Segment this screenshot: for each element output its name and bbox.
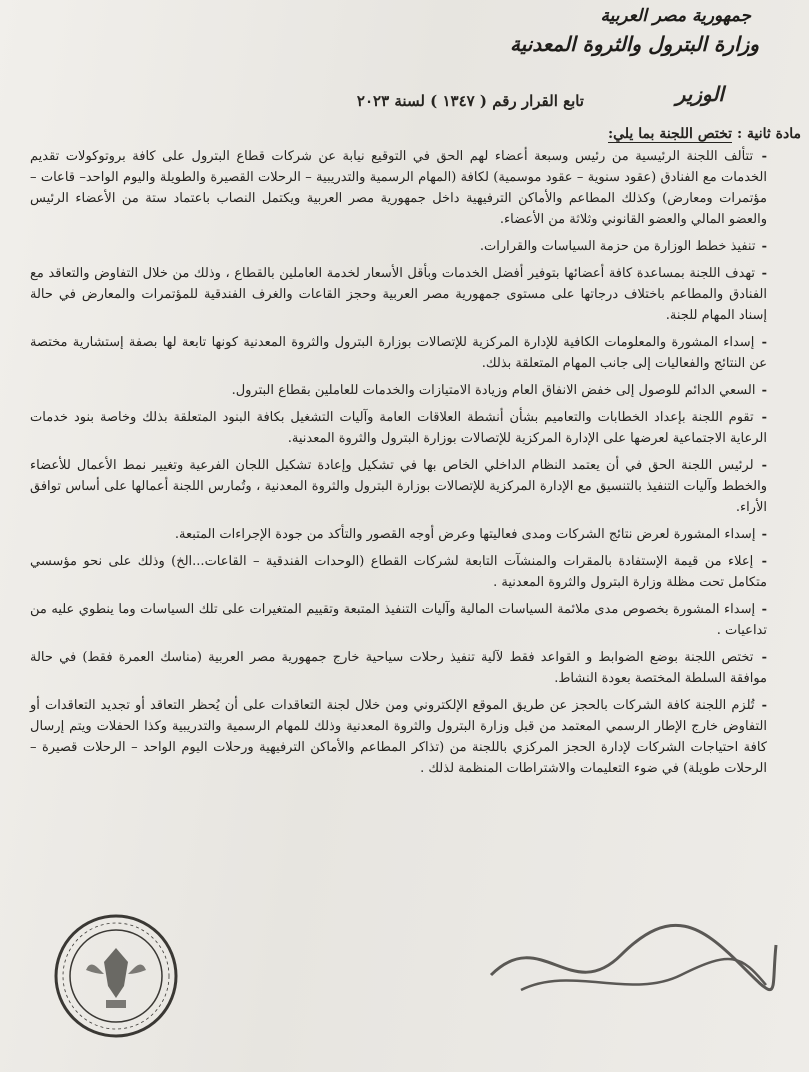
letterhead (510, 6, 759, 56)
signature-scribble (481, 905, 781, 1015)
official-seal-stamp (52, 912, 180, 1040)
item-text: تنفيذ خطط الوزارة من حزمة السياسات والقرارات. (479, 239, 756, 254)
item-text: إسداء المشورة والمعلومات الكافية للإدارة المركزية للإتصالات بوزارة البترول والثروة المعدنية كونها تابعة لها بصفة إستشارية مختصة عن النتائج والفعاليات إلى جانب المهام المتعلقة بذلك. (30, 335, 767, 371)
list-item: - لرئيس اللجنة الحق في أن يعتمد النظام الداخلي الخاص بها في تشكيل وإعادة تشكيل اللجان الفرعية وتغيير نمط الأعمال للأعضاء والخطط وآليات التنفيذ بالتنسيق مع الإدارة المركزية للإتصالات بوزارة البترول والثروة المعدنية ، وتُمارس اللجنة أعمالها على أساس توافق الأراء. (30, 458, 767, 515)
item-text: تهدف اللجنة بمساعدة كافة أعضائها بتوفير أفضل الخدمات وبأقل الأسعار لخدمة العاملين بالقطاع ، وذلك من خلال التفاوض والتعاقد مع الفنادق والمطاعم باختلاف درجاتها على مستوى جمهورية مصر العربية وحجز القاعات والغرف الفندقية للمؤتمرات والمعارض في حالة إسناد المهام للجنة. (30, 266, 767, 323)
item-text: تُلزم اللجنة كافة الشركات بالحجز عن طريق الموقع الإلكتروني ومن خلال لجنة التعاقدات على أن يُحظر التعاقد أو تجديد التعاقدات أو التفاوض خارج الإطار الرسمي المعتمد من قبل وزارة البترول والثروة المعدنية وذلك للمهام الرسمية والتدريبية وكذا الحفلات ويتم إرسال كافة احتياجات الشركات لإدارة الحجز المركزي باللجنة من (تذاكر المطاعم والأماكن الترفيهية ورحلات اليوم الواحد – الرحلات قصيرة – الرحلات طويلة) في ضوء التعليمات والاشتراطات المنظمة لذلك . (30, 698, 767, 776)
decree-line: تابع القرار رقم ( ١٣٤٧ ) لسنة ٢٠٢٣ (356, 92, 584, 110)
list-item: - السعي الدائم للوصول إلى خفض الانفاق العام وزيادة الامتيازات والخدمات للعاملين بقطاع البترول. (231, 383, 767, 398)
item-text: إسداء المشورة لعرض نتائج الشركات ومدى فعاليتها وعرض أوجه القصور والتأكد من جودة الإجراءات المتبعة. (174, 527, 756, 542)
list-item: - تنفيذ خطط الوزارة من حزمة السياسات والقرارات. (479, 239, 767, 254)
list-item: - إسداء المشورة بخصوص مدى ملائمة السياسات المالية وآليات التنفيذ المتبعة وتقييم المتغيرات على تلك السياسات وما ينطوي عليه من تداعيات . (30, 602, 767, 638)
list-item: - تختص اللجنة بوضع الضوابط و القواعد فقط لآلية تنفيذ رحلات سياحية خارج جمهورية مصر العربية (مناسك العمرة فقط) في حالة موافقة السلطة المختصة بعودة النشاط. (30, 650, 767, 686)
article-body (30, 146, 767, 785)
list-item: - تقوم اللجنة بإعداد الخطابات والتعاميم بشأن أنشطة العلاقات العامة وآليات التشغيل بكافة البنود المتعلقة بذلك وخاصة بنود خدمات الرعاية الاجتماعية لعرضها على الإدارة المركزية للإتصالات بوزارة البترول والثروة المعدنية. (30, 410, 767, 446)
article-subheading: تختص اللجنة بما يلي: (607, 126, 733, 142)
item-text: السعي الدائم للوصول إلى خفض الانفاق العام وزيادة الامتيازات والخدمات للعاملين بقطاع البترول. (231, 383, 756, 398)
item-text: تختص اللجنة بوضع الضوابط و القواعد فقط لآلية تنفيذ رحلات سياحية خارج جمهورية مصر العربية (مناسك العمرة فقط) في حالة موافقة السلطة المختصة بعودة النشاط. (30, 650, 767, 686)
item-text: إعلاء من قيمة الإستفادة بالمقرات والمنشآت التابعة لشركات القطاع (الوحدات الفندقية – القاعات...الخ) وذلك على نحو مؤسسي متكامل تحت مظلة وزارة البترول والثروة المعدنية . (30, 554, 767, 590)
list-item: - تتألف اللجنة الرئيسية من رئيس وسبعة أعضاء لهم الحق في التوقيع نيابة عن شركات قطاع البترول على كافة بروتوكولات تقديم الخدمات مع الفنادق (عقود سنوية – عقود موسمية) لكافة (المهام الرسمية والتدريبية – الرحلات القصيرة والطويلة واليوم الواحد– قاعات – مؤتمرات ومعارض) وكذلك المطاعم والأماكن الترفيهية داخل جمهورية مصر العربية ويكتمل النصاب باعتماد ستة من الأعضاء الرئيس والعضو المالي والعضو القانوني وثلاثة من الأعضاء. (30, 149, 767, 227)
item-text: لرئيس اللجنة الحق في أن يعتمد النظام الداخلي الخاص بها في تشكيل وإعادة تشكيل اللجان الفرعية وتغيير نمط الأعمال للأعضاء والخطط وآليات التنفيذ بالتنسيق مع الإدارة المركزية للإتصالات بوزارة البترول والثروة المعدنية ، وتُمارس اللجنة أعمالها على أساس توافق الأراء. (30, 458, 767, 515)
list-item: - تُلزم اللجنة كافة الشركات بالحجز عن طريق الموقع الإلكتروني ومن خلال لجنة التعاقدات على أن يُحظر التعاقد أو تجديد التعاقدات أو التفاوض خارج الإطار الرسمي المعتمد من قبل وزارة البترول والثروة المعدنية وذلك للمهام الرسمية والتدريبية وكذا الحفلات ويتم إرسال كافة احتياجات الشركات لإدارة الحجز المركزي باللجنة من (تذاكر المطاعم والأماكن الترفيهية ورحلات اليوم الواحد – الرحلات قصيرة – الرحلات طويلة) في ضوء التعليمات والاشتراطات المنظمة لذلك . (30, 698, 767, 776)
minister-title: الوزير (675, 82, 724, 106)
republic-name: جمهورية مصر العربية (600, 6, 751, 26)
list-item: - إسداء المشورة والمعلومات الكافية للإدارة المركزية للإتصالات بوزارة البترول والثروة المعدنية كونها تابعة لها بصفة إستشارية مختصة عن النتائج والفعاليات إلى جانب المهام المتعلقة بذلك. (30, 335, 767, 371)
list-item: - إعلاء من قيمة الإستفادة بالمقرات والمنشآت التابعة لشركات القطاع (الوحدات الفندقية – القاعات...الخ) وذلك على نحو مؤسسي متكامل تحت مظلة وزارة البترول والثروة المعدنية . (30, 554, 767, 590)
item-text: إسداء المشورة بخصوص مدى ملائمة السياسات المالية وآليات التنفيذ المتبعة وتقييم المتغيرات على تلك السياسات وما ينطوي عليه من تداعيات . (30, 602, 767, 638)
item-text: تتألف اللجنة الرئيسية من رئيس وسبعة أعضاء لهم الحق في التوقيع نيابة عن شركات قطاع البترول على كافة بروتوكولات تقديم الخدمات مع الفنادق (عقود سنوية – عقود موسمية) لكافة (المهام الرسمية والتدريبية – الرحلات القصيرة والطويلة واليوم الواحد– قاعات – مؤتمرات ومعارض) وكذلك المطاعم والأماكن الترفيهية داخل جمهورية مصر العربية ويكتمل النصاب باعتماد ستة من الأعضاء الرئيس والعضو المالي والعضو القانوني وثلاثة من الأعضاء. (30, 149, 767, 227)
list-item: - تهدف اللجنة بمساعدة كافة أعضائها بتوفير أفضل الخدمات وبأقل الأسعار لخدمة العاملين بالقطاع ، وذلك من خلال التفاوض والتعاقد مع الفنادق والمطاعم باختلاف درجاتها على مستوى جمهورية مصر العربية وحجز القاعات والغرف الفندقية للمؤتمرات والمعارض في حالة إسناد المهام للجنة. (30, 266, 767, 323)
ministry-name: وزارة البترول والثروة المعدنية (509, 32, 759, 56)
item-text: تقوم اللجنة بإعداد الخطابات والتعاميم بشأن أنشطة العلاقات العامة وآليات التشغيل بكافة البنود المتعلقة بذلك وخاصة بنود خدمات الرعاية الاجتماعية لعرضها على الإدارة المركزية للإتصالات بوزارة البترول والثروة المعدنية. (30, 410, 767, 446)
article-heading (608, 126, 801, 142)
list-item: - إسداء المشورة لعرض نتائج الشركات ومدى فعاليتها وعرض أوجه القصور والتأكد من جودة الإجراءات المتبعة. (174, 527, 767, 542)
article-label: مادة ثانية : (736, 126, 801, 142)
